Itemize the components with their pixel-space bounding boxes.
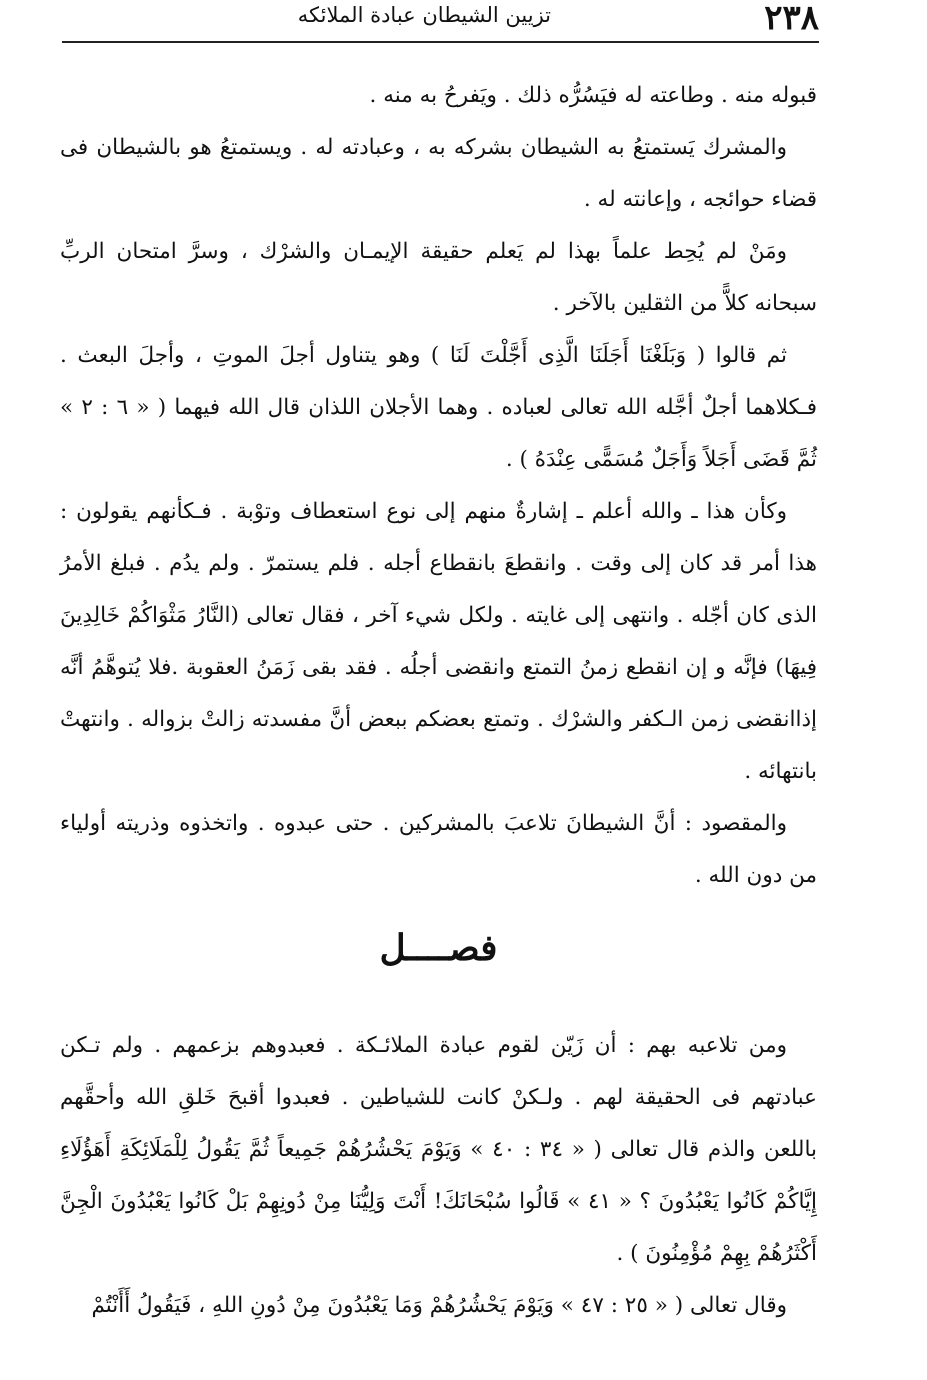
paragraph: قبوله منه . وطاعته له فيَسُرُّه ذلك . ويَفرحُ به منه . — [369, 83, 817, 108]
paragraph: ثم قالوا ( وَبَلَغْنَا أَجَلَنَا الَّذِى أَجَّلْتَ لَنَا ) وهو يتناول أجلَ الموتِ ، وأجلَ البعث . فـكلاهما أجلٌ أجَّله الله تعالى لعباده . وهما الأجلان اللذان قال الله فيهما ( « ٦ : ٢ » ثُمَّ قَضَى أَجَلاً وَأَجَلٌ مُسَمًّى عِنْدَهُ ) . — [60, 343, 817, 472]
section-title: فصــــل — [379, 927, 498, 969]
header-rule — [62, 41, 819, 43]
paragraph: وقال تعالى ( « ٢٥ : ٤٧ » وَيَوْمَ يَحْشُرُهُمْ وَمَا يَعْبُدُونَ مِنْ دُونِ اللهِ ، فَيَقُولُ أَأَنْتُمْ — [91, 1293, 787, 1318]
body-text-bottom — [60, 1020, 817, 1332]
body-text-top — [60, 70, 817, 902]
page-header — [62, 0, 819, 40]
paragraph: ومَنْ لم يُحِط علماً بهذا لم يَعلم حقيقة الإيمـان والشرْك ، وسرَّ امتحان الربِّ سبحانه كلاًّ من الثقلين بالآخر . — [60, 239, 817, 316]
running-title: تزيين الشيطان عبادة الملائكه — [297, 3, 551, 27]
paragraph: وكأن هذا ـ والله أعلم ـ إشارةٌ منهم إلى نوع استعطاف وتوْبة . فـكأنهم يقولون : هذا أمر قد كان إلى وقت . وانقطعَ بانقطاع أجله . فلم يستمرّ . ولم يدُم . فبلغ الأمرُ الذى كان أجّله . وانتهى إلى غايته . ولكل شيء آخر ، فقال تعالى (النَّارُ مَثْوَاكُمْ خَالِدِينَ فِيهَا) فإنَّه و إن انقطع زمنُ التمتع وانقضى أجلُه . فقد بقى زَمَنُ العقوبة .فلا يُتوهَّمُ أنَّه إذاانقضى زمن الـكفر والشرْك . وتمتع بعضكم ببعض أنَّ مفسدته زالتْ بزواله . وانتهتْ بانتهائه . — [60, 499, 817, 784]
paragraph: والمقصود : أنَّ الشيطانَ تلاعبَ بالمشركين . حتى عبدوه . واتخذوه وذريته أولياء من دون الله . — [60, 811, 817, 888]
page-number: ٢٣٨ — [764, 0, 819, 38]
paragraph: ومن تلاعبه بهم : أن زَيّن لقوم عبادة الملائـكة . فعبدوهم بزعمهم . ولم تـكن عبادتهم فى الحقيقة لهم . ولـكنْ كانت للشياطين . فعبدوا أقبحَ خَلقِ الله وأحقَّهم باللعن والذم قال تعالى ( « ٣٤ : ٤٠ » وَيَوْمَ يَحْشُرُهُمْ جَمِيعاً ثُمَّ يَقُولُ لِلْمَلَائِكَةِ أَهَؤُلَاءِ إِيَّاكُمْ كَانُوا يَعْبُدُونَ ؟ « ٤١ » قَالُوا سُبْحَانَكَ! أَنْتَ وَلِيُّنَا مِنْ دُونِهِمْ بَلْ كَانُوا يَعْبُدُونَ الْجِنَّ أَكْثَرُهُمْ بِهِمْ مُؤْمِنُونَ ) . — [60, 1033, 817, 1266]
paragraph: والمشرك يَستمتعُ به الشيطان بشركه به ، وعبادته له . ويستمتعُ هو بالشيطان فى قضاء حوائجه ، وإعانته له . — [60, 135, 817, 212]
